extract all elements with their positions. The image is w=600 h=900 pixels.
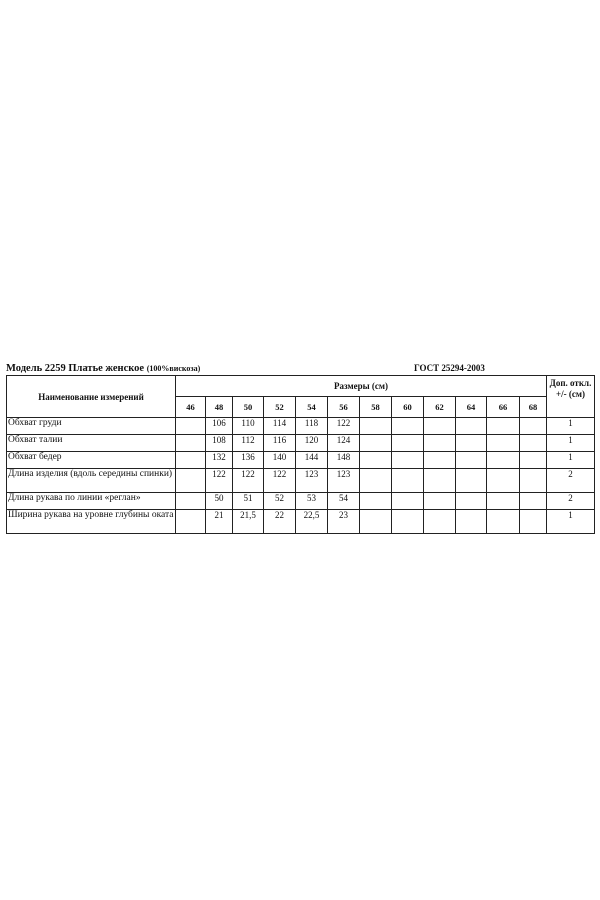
- deviation-value: 2: [547, 493, 595, 510]
- measurement-value: 123: [328, 469, 360, 493]
- measurement-value: [456, 435, 487, 452]
- measurement-value: 118: [296, 418, 328, 435]
- deviation-value: 1: [547, 435, 595, 452]
- measurement-value: 23: [328, 510, 360, 534]
- size-header: 54: [296, 397, 328, 418]
- measurement-value: [176, 452, 206, 469]
- size-header: 48: [206, 397, 233, 418]
- deviation-value: 1: [547, 418, 595, 435]
- measurement-value: [520, 435, 547, 452]
- table-row: [7, 510, 595, 534]
- measurement-value: [487, 469, 520, 493]
- measurement-name: Обхват груди: [7, 418, 176, 435]
- measurement-value: 136: [233, 452, 264, 469]
- measurement-value: [520, 452, 547, 469]
- measurement-value: [520, 493, 547, 510]
- measurement-value: 54: [328, 493, 360, 510]
- measurement-value: [424, 469, 456, 493]
- measurement-rows: [7, 418, 595, 534]
- measurement-value: [360, 469, 392, 493]
- measurement-value: 51: [233, 493, 264, 510]
- deviation-value: 1: [547, 452, 595, 469]
- table-row: [7, 452, 595, 469]
- measurement-value: 53: [296, 493, 328, 510]
- measurement-value: [176, 418, 206, 435]
- table-row: [7, 493, 595, 510]
- measurement-value: [360, 418, 392, 435]
- measurement-value: 52: [264, 493, 296, 510]
- measurement-value: [424, 418, 456, 435]
- measurement-value: 122: [206, 469, 233, 493]
- size-header: 46: [176, 397, 206, 418]
- size-header: 60: [392, 397, 424, 418]
- measurement-value: 114: [264, 418, 296, 435]
- measurement-value: [424, 510, 456, 534]
- measurement-value: [487, 452, 520, 469]
- measurement-value: [176, 435, 206, 452]
- measurement-name: Длина рукава по линии «реглан»: [7, 493, 176, 510]
- measurement-value: [456, 452, 487, 469]
- measurement-value: 22,5: [296, 510, 328, 534]
- measurement-name: Обхват талии: [7, 435, 176, 452]
- measurement-value: [360, 510, 392, 534]
- measurement-value: [487, 510, 520, 534]
- measurement-value: 123: [296, 469, 328, 493]
- measurement-value: 21: [206, 510, 233, 534]
- measurement-value: 120: [296, 435, 328, 452]
- table-row: [7, 418, 595, 435]
- measurement-value: [392, 435, 424, 452]
- measurement-value: [456, 493, 487, 510]
- measurement-name: Длина изделия (вдоль середины спинки): [7, 469, 176, 493]
- measurement-value: 124: [328, 435, 360, 452]
- gost-standard: ГОСТ 25294-2003: [414, 363, 485, 373]
- measurement-value: [176, 469, 206, 493]
- measurement-value: [392, 493, 424, 510]
- size-header: 62: [424, 397, 456, 418]
- measurement-value: 106: [206, 418, 233, 435]
- measurement-name: Обхват бедер: [7, 452, 176, 469]
- measurement-value: [360, 452, 392, 469]
- size-header: 64: [456, 397, 487, 418]
- deviation-value: 1: [547, 510, 595, 534]
- size-header: 58: [360, 397, 392, 418]
- measurement-value: [487, 435, 520, 452]
- measurement-value: [424, 452, 456, 469]
- table-row: [7, 435, 595, 452]
- measurement-value: [520, 418, 547, 435]
- measurement-value: [392, 418, 424, 435]
- measurement-name: Ширина рукава на уровне глубины оката: [7, 510, 176, 534]
- sizes-header: Размеры (см): [176, 376, 547, 397]
- size-header: 56: [328, 397, 360, 418]
- measurement-value: [424, 493, 456, 510]
- size-header: 68: [520, 397, 547, 418]
- measurement-value: 148: [328, 452, 360, 469]
- measurement-value: 112: [233, 435, 264, 452]
- measurement-value: [456, 418, 487, 435]
- measurement-value: [456, 510, 487, 534]
- size-header: 50: [233, 397, 264, 418]
- measurement-value: 50: [206, 493, 233, 510]
- measurement-value: [520, 469, 547, 493]
- size-chart-table: [6, 375, 595, 534]
- measurement-value: 144: [296, 452, 328, 469]
- size-header: 52: [264, 397, 296, 418]
- deviation-value: 2: [547, 469, 595, 493]
- measurement-value: [487, 493, 520, 510]
- measurement-value: [424, 435, 456, 452]
- measurement-value: 108: [206, 435, 233, 452]
- measurement-value: 116: [264, 435, 296, 452]
- measurement-value: [176, 493, 206, 510]
- measurement-value: 122: [328, 418, 360, 435]
- measurement-value: [392, 452, 424, 469]
- measurement-value: 122: [233, 469, 264, 493]
- table-row: [7, 469, 595, 493]
- fabric-composition: (100%вискоза): [146, 364, 201, 373]
- model-title: [6, 363, 200, 374]
- measurement-value: [392, 510, 424, 534]
- measurement-value: 21,5: [233, 510, 264, 534]
- measurement-value: 110: [233, 418, 264, 435]
- measurement-value: 132: [206, 452, 233, 469]
- deviation-header: Доп. откл. +/- (см): [547, 376, 595, 418]
- measurement-value: 22: [264, 510, 296, 534]
- measurement-value: 140: [264, 452, 296, 469]
- measurement-value: [520, 510, 547, 534]
- measurement-value: [360, 493, 392, 510]
- measurement-value: [456, 469, 487, 493]
- measurement-value: 122: [264, 469, 296, 493]
- size-header: 66: [487, 397, 520, 418]
- measurement-name-header: Наименование измерений: [7, 376, 176, 418]
- measurement-value: [176, 510, 206, 534]
- model-name: Модель 2259 Платье женское: [6, 363, 145, 374]
- measurement-value: [487, 418, 520, 435]
- measurement-value: [392, 469, 424, 493]
- measurement-value: [360, 435, 392, 452]
